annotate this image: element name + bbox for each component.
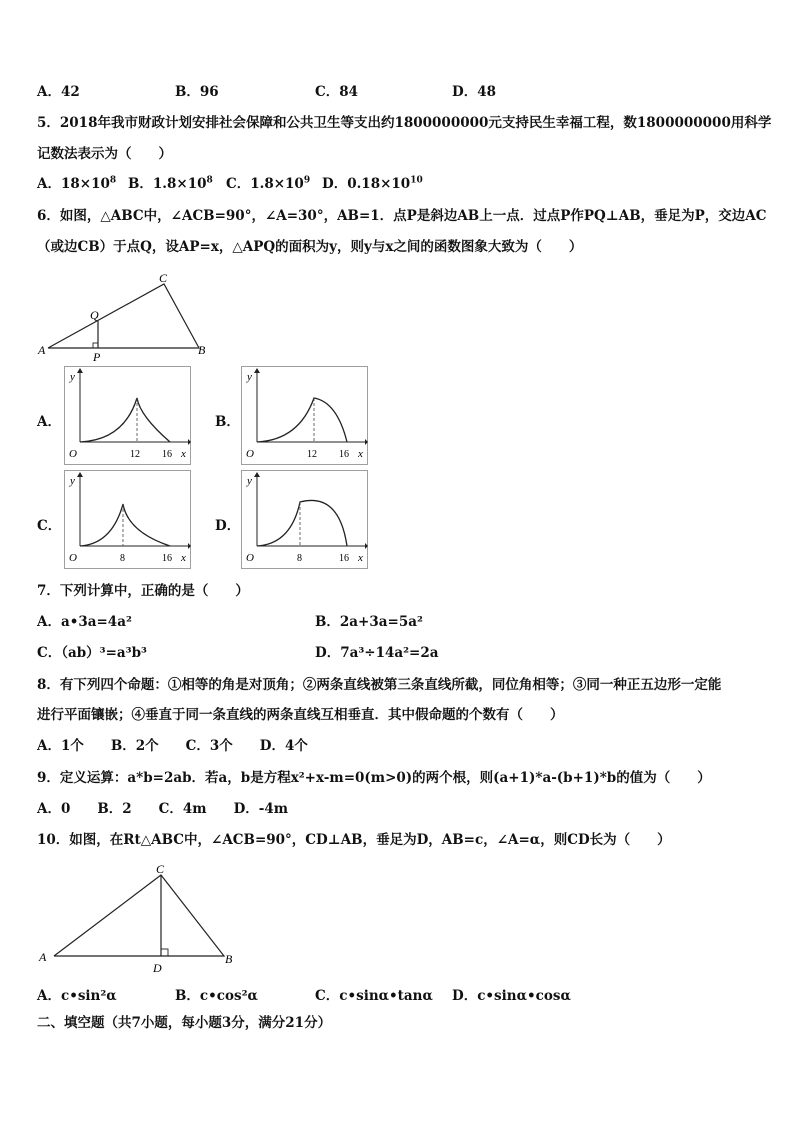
graph-a-tick-peak: 12 (130, 449, 140, 460)
q10-option-c: C．c•sinα•tanα (315, 988, 433, 1004)
q8-options: A．1个 B．2个 C．3个 D．4个 (37, 738, 308, 754)
q5-option-a: A．$18\times 10^8$ (37, 175, 117, 192)
q6-label-p: P (93, 350, 101, 362)
q4-option-a: A．42 (37, 84, 80, 100)
graph-a-x-label: x (181, 448, 186, 460)
q7-option-a: A．a•3a=4a² (37, 614, 132, 630)
graph-d-origin-label: O (246, 552, 254, 564)
q10-label-c: C (156, 862, 165, 876)
q9-options: A．0 B．2 C．4m D．-4m (37, 801, 289, 817)
q6-label-b: B (198, 343, 206, 357)
q5-stem-line2: 记数法表示为（ ） (37, 146, 172, 162)
graph-b-x-label: x (358, 448, 363, 460)
q6-graph-d (241, 470, 369, 570)
graph-c-tick-peak: 8 (120, 553, 125, 564)
q6-graph-letter-a: A． (37, 414, 61, 430)
q6-triangle-figure (36, 274, 208, 362)
q6-label-q: Q (90, 308, 99, 322)
q7-option-c: C．（ab）³=a³b³ (37, 645, 147, 661)
q4-option-c: C．84 (315, 84, 359, 100)
q10-option-b: B．c•cos²α (175, 988, 258, 1004)
q10-stem: 10．如图，在Rt△ABC中，∠ACB=90°，CD⊥AB，垂足为D，AB=c，∠A=α，则CD长为（ ） (37, 832, 671, 848)
q5-option-b: B．$1.8\times 10^8$ (128, 175, 213, 192)
graph-c-x-label: x (181, 552, 186, 564)
graph-b-tick-peak: 12 (307, 449, 317, 460)
q6-stem-line1: 6．如图，△ABC中，∠ACB=90°，∠A=30°，AB=1．点P是斜边AB上一点．过点P作PQ⊥AB，垂足为P，交边AC (37, 208, 767, 224)
section-2-heading: 二、填空题（共7小题，每小题3分，满分21分） (37, 1015, 332, 1031)
q7-option-d: D．7a³÷14a²=2a (315, 645, 439, 661)
q5-stem-line1: 5．2018年我市财政计划安排社会保障和公共卫生等支出约1800000000元支持民生幸福工程，数1800000000用科学 (37, 115, 772, 131)
q6-stem-line2: （或边CB）于点Q，设AP=x，△APQ的面积为y，则y与x之间的函数图象大致为（ ） (37, 239, 583, 255)
q8-stem-line1: 8．有下列四个命题：①相等的角是对顶角；②两条直线被第三条直线所截，同位角相等；③同一种正五边形一定能 (37, 677, 722, 693)
q6-label-c: C (159, 274, 168, 285)
q10-label-b: B (225, 952, 233, 966)
q7-stem: 7．下列计算中，正确的是（ ） (37, 583, 249, 599)
graph-b-tick-end: 16 (339, 449, 349, 460)
q10-label-a: A (39, 950, 47, 964)
q6-graph-letter-b: B． (215, 414, 240, 430)
graph-d-y-label: y (247, 475, 252, 487)
q6-graph-c (64, 470, 192, 570)
graph-b-y-label: y (247, 371, 252, 383)
q7-option-b: B．2a+3a=5a² (315, 614, 423, 630)
q6-graph-b (241, 366, 369, 466)
q10-triangle-figure (36, 860, 246, 978)
graph-d-tick-peak: 8 (297, 553, 302, 564)
graph-b-origin-label: O (246, 448, 254, 460)
q9-stem: 9．定义运算：a*b=2ab．若a，b是方程x²+x-m=0(m>0)的两个根，则(a+1)*a-(b+1)*b的值为（ ） (37, 770, 711, 786)
q6-label-a: A (38, 343, 46, 357)
graph-c-origin-label: O (69, 552, 77, 564)
graph-a-origin-label: O (69, 448, 77, 460)
graph-c-y-label: y (70, 475, 75, 487)
q10-option-a: A．c•sin²α (37, 988, 117, 1004)
graph-d-x-label: x (358, 552, 363, 564)
graph-c-tick-end: 16 (162, 553, 172, 564)
q10-option-d: D．c•sinα•cosα (452, 988, 571, 1004)
q6-graph-a (64, 366, 192, 466)
graph-a-tick-end: 16 (162, 449, 172, 460)
q8-stem-line2: 进行平面镶嵌；④垂直于同一条直线的两条直线互相垂直．其中假命题的个数有（ ） (37, 707, 564, 723)
graph-a-y-label: y (70, 371, 75, 383)
q4-option-b: B．96 (175, 84, 219, 100)
q4-option-d: D．48 (452, 84, 496, 100)
graph-d-tick-end: 16 (339, 553, 349, 564)
q6-graph-letter-c: C． (37, 518, 62, 534)
q5-option-c: C．$1.8\times 10^9$ (226, 175, 311, 192)
q10-label-d: D (153, 961, 162, 975)
q5-option-d: D．$0.18\times 10^{10}$ (322, 175, 423, 192)
q6-graph-letter-d: D． (215, 518, 241, 534)
